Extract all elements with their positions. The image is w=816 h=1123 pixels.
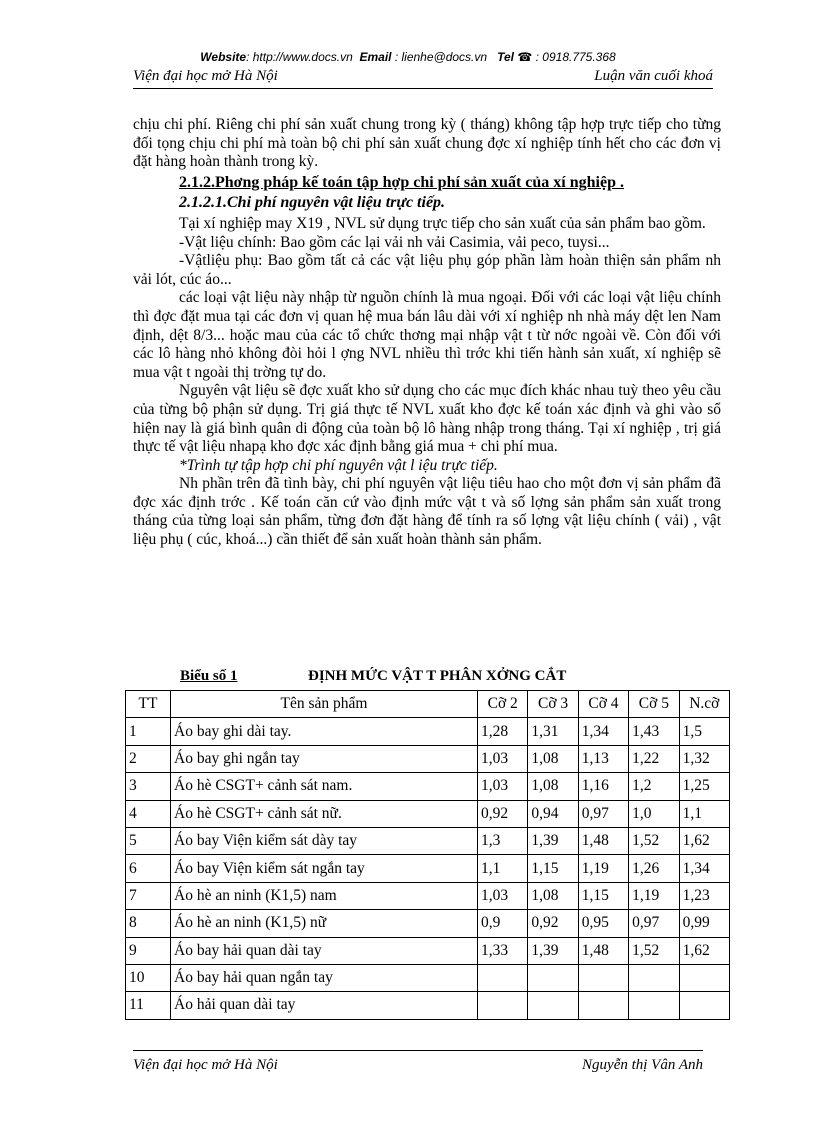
table-cell: 1,13 (578, 745, 628, 772)
page-header (133, 66, 713, 89)
table-row (126, 773, 730, 800)
table-cell: 1,62 (679, 827, 729, 854)
document-body (133, 116, 721, 550)
caption-label: Biểu số 1 (180, 668, 238, 684)
caption-title: ĐỊNH MỨC VẬT T PHÂN XỞNG CẮT (308, 668, 567, 684)
page-footer (133, 1050, 703, 1081)
header-cell: Cỡ 2 (478, 691, 528, 718)
table-cell: 1,34 (679, 855, 729, 882)
table-row (126, 992, 730, 1019)
table-cell: 1,03 (478, 745, 528, 772)
table-row (126, 718, 730, 745)
footer-right: Nguyễn thị Vân Anh (582, 1057, 703, 1073)
paragraph-2: Tại xí nghiệp may X19 , NVL sử dụng trực tiếp cho sản xuất của sản phẩm bao gồm. (179, 214, 706, 232)
table-row (126, 964, 730, 991)
table-cell: Áo bay Viện kiểm sát dày tay (171, 827, 478, 854)
table-cell (578, 992, 628, 1019)
table-cell: 1,08 (528, 745, 578, 772)
website-value: : http://www.docs.vn (246, 50, 353, 64)
table-cell: 1,26 (629, 855, 679, 882)
header-left: Viện đại học mở Hà Nội (133, 68, 278, 84)
table-cell: Áo hè CSGT+ cảnh sát nam. (171, 773, 478, 800)
paragraph-6: Nguyên vật liệu sẽ đợc xuất kho sử dụng cho các mục đích khác nhau tuỳ theo yêu cầu của từng bộ phận sử dụng. Trị giá thực tế NVL xuất kho đợc kế toán xác định và ghi vào sổ hiện nay là giá bình quân di động của toàn bộ lô hàng nhập trong tháng. Tại xí nghiệp , trị giá thực tế vật liệu nhapạ kho đợc xác định bằng giá mua + chi phí mua. (133, 382, 721, 456)
table-cell: 1,15 (578, 882, 628, 909)
table-cell: Áo bay Viện kiểm sát ngắn tay (171, 855, 478, 882)
table-cell (478, 992, 528, 1019)
table-cell: 1,62 (679, 937, 729, 964)
table-cell: 4 (126, 800, 171, 827)
header-cell: N.cỡ (679, 691, 729, 718)
table-cell: 1,23 (679, 882, 729, 909)
table-cell (629, 992, 679, 1019)
table-cell: 1,1 (478, 855, 528, 882)
paragraph-5: các loại vật liệu này nhập từ nguồn chính là mua ngoại. Đối với các loại vật liệu chính thì đợc đặt mua tại các đơn vị quan hệ mua bán lâu dài với xí nghiệp nh nhà máy dệt len Nam định, dệt 8/3... hoặc mau của các tổ chức thơng mại nhập vật t từ nớc ngoài về. Còn đối với các lô hàng nhỏ không đòi hỏi l ợng NVL nhiều thì trớc khi tiến hành sản xuất, xí nghiệp sẽ mua vật t ngoài thị trờng tự do. (133, 289, 721, 381)
table-cell: 1,33 (478, 937, 528, 964)
table-cell (578, 964, 628, 991)
table-cell: 1,39 (528, 827, 578, 854)
table-cell: 1,52 (629, 937, 679, 964)
header-cell: Tên sản phẩm (171, 691, 478, 718)
header-cell: Cỡ 5 (629, 691, 679, 718)
table-cell: 8 (126, 910, 171, 937)
table-cell: 0,95 (578, 910, 628, 937)
table-row (126, 855, 730, 882)
table-cell: Áo hè an ninh (K1,5) nữ (171, 910, 478, 937)
header-right: Luận văn cuối khoá (594, 68, 713, 84)
table-cell (528, 992, 578, 1019)
table-cell: 11 (126, 992, 171, 1019)
table-header-row (126, 691, 730, 718)
table-cell: 6 (126, 855, 171, 882)
table-cell: 1,32 (679, 745, 729, 772)
table-cell: 2 (126, 745, 171, 772)
tel-label: Tel (497, 50, 514, 64)
table-cell (629, 964, 679, 991)
paragraph-4: -Vậtliệu phụ: Bao gồm tất cả các vật liệu phụ góp phần làm hoàn thiện sản phẩm nh vải lót, cúc áo... (133, 252, 721, 288)
table-cell: Áo hè an ninh (K1,5) nam (171, 882, 478, 909)
table-cell: 1,34 (578, 718, 628, 745)
table-cell: 1,43 (629, 718, 679, 745)
table-cell: 1,48 (578, 937, 628, 964)
table-cell: 1,19 (578, 855, 628, 882)
table-cell: 9 (126, 937, 171, 964)
paragraph-7: *Trình tự tập hợp chi phí nguyên vật l iệu trực tiếp. (179, 456, 498, 474)
table-cell: 1,3 (478, 827, 528, 854)
table-cell: 1,08 (528, 773, 578, 800)
subsection-heading: 2.1.2.1.Chi phí nguyên vật liệu trực tiếp. (179, 194, 446, 212)
table-cell: Áo hải quan dài tay (171, 992, 478, 1019)
website-label: Website (200, 50, 247, 64)
table-cell: 1,2 (629, 773, 679, 800)
table-cell: 1,1 (679, 800, 729, 827)
email-value: : lienhe@docs.vn (394, 50, 488, 64)
header-cell: Cỡ 3 (528, 691, 578, 718)
table-cell: 1,0 (629, 800, 679, 827)
table-cell: 1,03 (478, 773, 528, 800)
section-heading (179, 174, 721, 193)
section-heading-text: 2.1.2.Phơng pháp kế toán tập hợp chi phí sản xuất của xí nghiệp . (179, 173, 624, 191)
table-cell: 1,22 (629, 745, 679, 772)
table-cell: Áo hè CSGT+ cảnh sát nữ. (171, 800, 478, 827)
email-label: Email (359, 50, 392, 64)
table-cell: Áo bay ghi ngắn tay (171, 745, 478, 772)
table-cell: 3 (126, 773, 171, 800)
table-row (126, 882, 730, 909)
table-row (126, 910, 730, 937)
table-cell: 1,31 (528, 718, 578, 745)
table-row (126, 800, 730, 827)
table-row (126, 827, 730, 854)
table-cell: 1,52 (629, 827, 679, 854)
table-cell: 0,92 (478, 800, 528, 827)
table-cell (528, 964, 578, 991)
table-cell: 0,97 (629, 910, 679, 937)
table-cell: 1,28 (478, 718, 528, 745)
table-cell: 1,15 (528, 855, 578, 882)
table-row (126, 745, 730, 772)
table-cell: 7 (126, 882, 171, 909)
phone-icon: ☎ (517, 50, 533, 64)
paragraph-3: -Vật liệu chính: Bao gồm các lại vải nh vải Casimia, vải peco, tuysi... (179, 233, 610, 251)
table-cell: 1 (126, 718, 171, 745)
table-cell: Áo bay hải quan ngắn tay (171, 964, 478, 991)
table-cell: 10 (126, 964, 171, 991)
table-cell: 0,9 (478, 910, 528, 937)
table-cell: 1,08 (528, 882, 578, 909)
table-cell: 1,25 (679, 773, 729, 800)
table-cell: 0,94 (528, 800, 578, 827)
table-cell: 5 (126, 827, 171, 854)
table-cell (679, 964, 729, 991)
table-cell (478, 964, 528, 991)
paragraph-8: Nh phần trên đã tình bày, chi phí nguyên vật liệu tiêu hao cho một đơn vị sản phẩm đã đợc xác định trớc . Kế toán căn cứ vào định mức vật t và số lợng sản phẩm sản xuất trong tháng của từng loại sản phẩm, từng đơn đặt hàng để tính ra số lợng vật liệu chính ( vải) , vật liệu phụ ( cúc, khoá...) cần thiết để sản xuất hoàn thành sản phẩm. (133, 475, 721, 549)
footer-left: Viện đại học mở Hà Nội (133, 1057, 278, 1073)
table-cell: 1,5 (679, 718, 729, 745)
table-cell: 0,97 (578, 800, 628, 827)
header-cell: TT (126, 691, 171, 718)
table-cell: Áo bay ghi dài tay. (171, 718, 478, 745)
header-cell: Cỡ 4 (578, 691, 628, 718)
tel-value: : 0918.775.368 (535, 50, 616, 64)
table-cell: 1,19 (629, 882, 679, 909)
table-cell: 0,99 (679, 910, 729, 937)
table-cell: Áo bay hải quan dài tay (171, 937, 478, 964)
table-cell: 1,03 (478, 882, 528, 909)
table-cell: 1,39 (528, 937, 578, 964)
table-row (126, 937, 730, 964)
table-cell: 0,92 (528, 910, 578, 937)
table-cell (679, 992, 729, 1019)
table-cell: 1,16 (578, 773, 628, 800)
website-line (0, 50, 816, 64)
norms-table (125, 690, 730, 1020)
table-cell: 1,48 (578, 827, 628, 854)
paragraph-1: chịu chi phí. Riêng chi phí sản xuất chung trong kỳ ( tháng) không tập hợp trực tiếp cho từng đối tọng chịu chi phí mà toàn bộ chi phí sản xuất chung đợc xí nghiệp tính hết cho các đơn vị đặt hàng hoàn thành trong kỳ. (133, 116, 721, 171)
